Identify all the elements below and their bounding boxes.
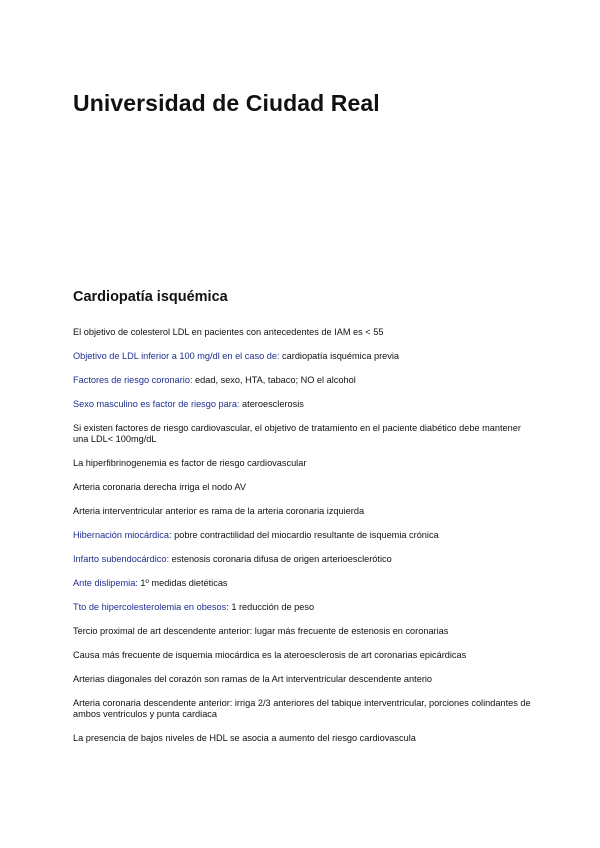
list-item [73, 578, 533, 589]
item-text: 1º medidas dietéticas [137, 578, 228, 588]
item-text: 1 reducción de peso [228, 602, 315, 612]
list-item [73, 482, 533, 493]
item-text: pobre contractilidad del miocardio resultante de isquemia crónica [171, 530, 439, 540]
section-title: Cardiopatía isquémica [73, 289, 228, 305]
list-item [73, 650, 533, 661]
item-text: ateroesclerosis [239, 399, 304, 409]
item-text: cardiopatía isquémica previa [279, 351, 400, 361]
item-text: La presencia de bajos niveles de HDL se asocia a aumento del riesgo cardiovascula [73, 733, 416, 743]
list-item [73, 327, 533, 338]
list-item [73, 733, 533, 744]
item-label: Infarto subendocárdico: [73, 554, 170, 564]
item-label: Tto de hipercolesterolemia en obesos: [73, 602, 229, 612]
list-item [73, 351, 533, 362]
document-title: Universidad de Ciudad Real [73, 90, 380, 116]
statement-list [73, 327, 533, 757]
list-item [73, 626, 533, 637]
item-text: edad, sexo, HTA, tabaco; NO el alcohol [192, 375, 356, 385]
list-item [73, 506, 533, 517]
item-label: Ante dislipemia: [73, 578, 138, 588]
list-item [73, 674, 533, 685]
list-item [73, 423, 533, 445]
item-label: Factores de riesgo coronario: [73, 375, 193, 385]
item-text: Causa más frecuente de isquemia miocárdica es la ateroesclerosis de art coronarias epicárdicas [73, 650, 467, 660]
item-label: Sexo masculino es factor de riesgo para: [73, 399, 240, 409]
item-text: Si existen factores de riesgo cardiovascular, el objetivo de tratamiento en el paciente diabético debe mantener una LDL< 100mg/dL [73, 423, 521, 444]
item-label: Objetivo de LDL inferior a 100 mg/dl en el caso de: [73, 351, 280, 361]
list-item [73, 602, 533, 613]
list-item [73, 698, 533, 720]
list-item [73, 399, 533, 410]
list-item [73, 375, 533, 386]
item-text: Arterias diagonales del corazón son ramas de la Art interventricular descendente anterio [73, 674, 433, 684]
item-text: Tercio proximal de art descendente anterior: lugar más frecuente de estenosis en coronarias [73, 626, 449, 636]
item-text: Arteria coronaria derecha irriga el nodo AV [73, 482, 246, 492]
item-label: Hibernación miocárdica: [73, 530, 172, 540]
item-text: La hiperfibrinogenemia es factor de riesgo cardiovascular [73, 458, 307, 468]
list-item [73, 530, 533, 541]
item-text: Arteria coronaria descendente anterior: irriga 2/3 anteriores del tabique interventricular, porciones colindantes de ambos ventriculos y punta cardiaca [73, 698, 531, 719]
list-item [73, 554, 533, 565]
list-item [73, 458, 533, 469]
item-text: El objetivo de colesterol LDL en pacientes con antecedentes de IAM es < 55 [73, 327, 384, 337]
item-text: Arteria interventricular anterior es rama de la arteria coronaria izquierda [73, 506, 365, 516]
item-text: estenosis coronaria difusa de origen arterioesclerótico [169, 554, 392, 564]
